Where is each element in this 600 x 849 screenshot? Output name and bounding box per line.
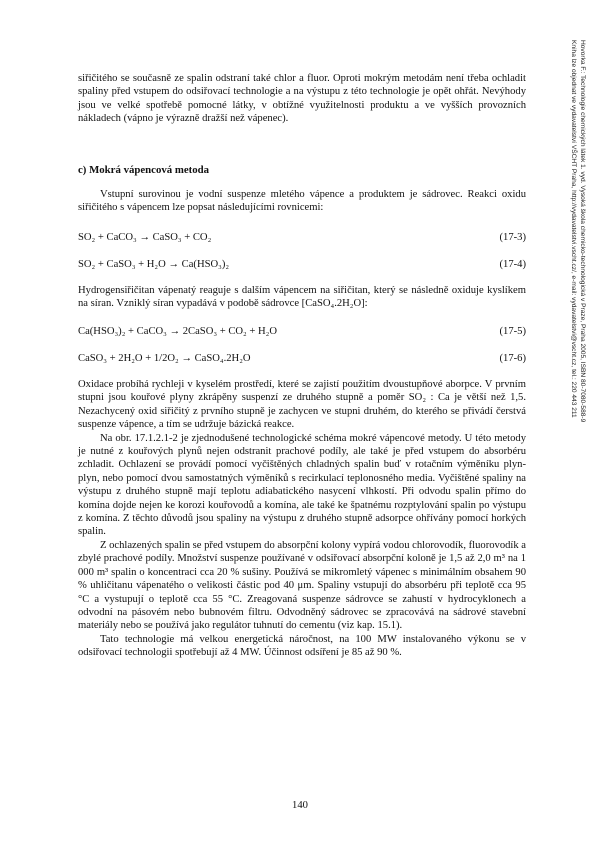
page-number: 140 xyxy=(292,800,308,811)
intro-block xyxy=(78,188,526,215)
equation-formula: SO₂ + CaCO₃ → CaSO₃ + CO₂ xyxy=(78,232,212,243)
energy-paragraph: Tato technologie má velkou energetická náročnost, na 100 MW instalovaného výkonu se v odsiřovací technologii spotřebují až 4 MW. Účinnost odsíření je 85 až 90 %. xyxy=(78,633,526,659)
equation-formula: SO₂ + CaSO₃ + H₂O → Ca(HSO₃)₂ xyxy=(78,259,230,270)
sidebar-citation: Hovorka F.: Technologie chemických látek 1. vyd. Vysoká škola chemicko-technologická v Praze, Praha 2005, ISBN 80-7080-588-9 xyxy=(579,40,586,423)
equation-row xyxy=(78,326,526,340)
top-paragraph-block xyxy=(78,72,526,126)
equation-number: (17-4) xyxy=(499,259,526,270)
scheme-paragraph: Na obr. 17.1.2.1-2 je zjednodušené technologické schéma mokré vápencové metody. U této metody je nutné z kouřových plynů nejen odstranit prachové podíly, ale také je před vstupem do absorbéru zchladit. Ochlazení se provádí pomocí vyčištěných chladných spalin buď v rotačním výměníku plyn-plyn, nebo pomocí dvou samostatných výměníků s recirkulací teplonosného media. Vyčištěné spaliny na výstupu z druhého stupně mají teplotu adiabatického nasycení vlhkostí. Při odvodu spalin přímo do komína dojde nejen ke korozi kouřovodů a komína, ale také ke špatnému rozptylování spalin po výstupu z komína. Z těchto důvodů jsou spaliny na výstupu z druhého stupně adsorpce ohřívány pomocí horkých spalin. xyxy=(78,432,526,538)
top-paragraph: siřičitého se současně ze spalin odstraní také chlor a fluor. Oproti mokrým metodám není třeba ochladit spaliny před vstupem do odsiřovací technologie a na výstupu z této technologie je opět ohřát. Nevýhody jsou ve velké spotřebě pomocné látky, v obtížné využitelnosti produktu a ve vyšších provozních nákladech (vápno je výrazně dražší než vápenec). xyxy=(78,73,526,125)
equation-row xyxy=(78,353,526,367)
copyright-sidebar xyxy=(556,40,586,660)
oxidation-paragraph: Oxidace probíhá rychleji v kyselém prostředí, které se zajistí použitím dvoustupňové aborpce. V prvním stupni jsou kouřové plyny zkrápěny suspenzí ze druhého stupně a poměr SO₂ : Ca je větší než 1,5. Nezachycený oxid siřičitý z prvního stupně je zachycen ve stupni druhém, do kterého se přivádí čerstvá suspenze vápence, a tím se udržuje bázická reakce. xyxy=(78,379,526,431)
equation-row xyxy=(78,259,526,273)
hydrogen-paragraph: Hydrogensiřičitan vápenatý reaguje s dalším vápencem na siřičitan, který se následně oxiduje kyslíkem na síran. Vzniklý síran vypadává v podobě sádrovce [CaSO₄.2H₂O]: xyxy=(78,285,526,310)
equation-number: (17-5) xyxy=(499,326,526,337)
equation-row xyxy=(78,232,526,246)
intro-paragraph: Vstupní surovinou je vodní suspenze mletého vápence a produktem je sádrovec. Reakci oxidu siřičitého s vápencem lze popsat následujícími rovnicemi: xyxy=(78,189,526,214)
equation-number: (17-6) xyxy=(499,353,526,364)
sidebar-contact: Kniha lze objednat ve vydavatelství VŠCHT Praha, http://vydavatelstvi.vscht.cz/, e-mail: vydavatelstvi@vscht.cz, tel.: 220 443 211 xyxy=(570,40,578,418)
absorber-paragraph: Z ochlazených spalin se před vstupem do absorpční kolony vypírá vodou chlorovodík, fluorovodík a zbylé prachové podíly. Množství suspenze používané v odsiřovací absorpční koloně je 1,5 až 2,0 m³ na 1 000 m³ spalin o koncentraci cca 20 % sušiny. Používá se mikromletý vápenec s minimálním obsahem 90 % uhličitanu vápenatého o velikosti částic pod 40 μm. Spaliny vstupují do absorbéru při teplotě cca 95 °C a vystupují o teplotě cca 55 °C. Zreagovaná suspenze sádrovce se zahustí v hydrocyklonech a odvodní na pásovém nebo bubnovém filtru. Odvodněný sádrovec se zpracovává na sádrové stavební materiály nebo se používá jako regulátor tuhnutí do cementu (viz kap. 15.1). xyxy=(78,539,527,632)
hydrogen-block xyxy=(78,284,526,311)
equation-formula: Ca(HSO₃)₂ + CaCO₃ → 2CaSO₃ + CO₂ + H₂O xyxy=(78,326,277,337)
section-heading: c) Mokrá vápencová metoda xyxy=(78,164,210,176)
equation-number: (17-3) xyxy=(499,232,526,243)
equation-formula: CaSO₃ + 2H₂O + 1/2O₂ → CaSO₄.2H₂O xyxy=(78,353,251,364)
body-text-block xyxy=(78,378,526,660)
